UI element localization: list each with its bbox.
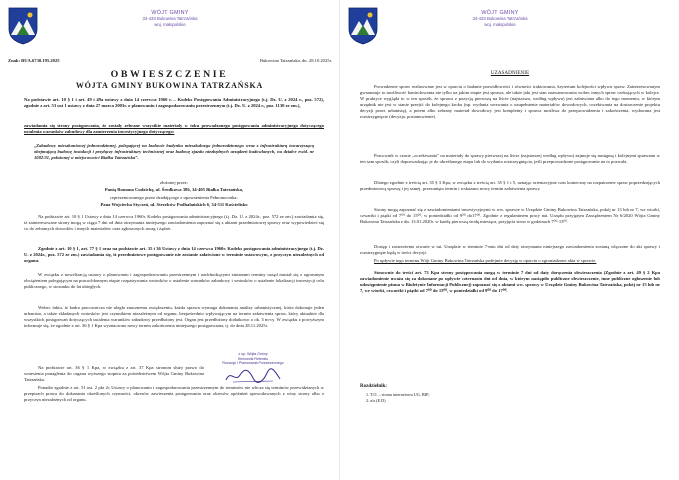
document-page-1 — [0, 0, 339, 480]
section-heading: UZASADNIENIE — [490, 70, 530, 76]
distribution-item: 1. T.O. – strona internetowa UG, BIP; — [366, 392, 430, 397]
stamp-line-3: woj. małopolskie — [484, 22, 516, 27]
signature-line-1: z up. Wójta Gminy — [238, 352, 268, 356]
stamp-line-2: 34-433 Bukowina Tatrzańska — [142, 16, 198, 21]
place-date: Bukowina Tatrzańska, dn. 28.10.2025r. — [259, 58, 332, 63]
legal-basis: Na podstawie art. 10 § 1 i art. 49 i 49a ustawy z dnia 14 czerwca 1960 r. – Kodeks Postępowania Administracyjnego (t.j. Dz. U. z 2024 r., poz. 572), zgodnie z art. 53 ust 1 ustawy z dnia 27 marca 2003r. o planowaniu i zagospodarowaniu przestrzennym (t.j. Dz. U. z 2024 r., poz. 1130 ze zm.), — [24, 97, 324, 109]
document-page-2 — [340, 0, 679, 480]
paragraph-4: Wobec faktu, iż kadra pracownicza nie uległa znacznemu zwiększeniu, każda sprawa wymaga dokonania analizy urbanistycznej, która dokonuje jeden urbanista, a także składanych wniosków jest czynnikiem niezależnym od organu, bezpośrednio wpływającym na termin załatwienia spraw, który aktualnie dla wszystkich postępowań dotyczących ustalenia warunków zabudowy przedłużony jest. Organ jest przedłożony dodatkowo o ok. 3 m-cy. W związku z powyższym informuje się, że zgodnie z art. 36 § 1 Kpa wyznaczono nowy termin zakończenia niniejszego postępowania, tj. do dnia 28.11.2025r. — [24, 305, 324, 329]
title-line-1: OBWIESZCZENIE — [110, 69, 229, 80]
document-title — [0, 69, 339, 91]
paragraph-2: Pracownik w czasie „oczekiwania” na materiały do sprawy pierwszej na liście (najstarszej według wpływu) zajmuje się następną i kolejnymi sprawami w ten sam sposób, czyli doprowadzając je do określonego etapu lub do wydania rozstrzygnięcia, jeśli przeprowadzone postępowanie na to pozwala. — [360, 153, 660, 165]
distribution-label: Rozdzielnik: — [360, 384, 387, 389]
notice-intro: zawiadamia się strony postępowania, że zostały zebrane wszystkie materiały w toku prowadzonego postępowania administracyjnego dotyczącego ustalenia warunków zabudowy dla zamierzenia inwestycyjnego dotyczącego: — [24, 123, 324, 135]
paragraph-3: W związku z nowelizacją ustawy o planowaniu i zagospodarowaniu przestrzennym i nadchodzącymi zmianami terminy urząd musiał się z ogromnym obciążeniem polegającym na pracochłonnym etapie rozpatrywania wniosków o ustalenie warunków zabudowy i wniosków o ustalenie lokalizacji inwestycji celu publicznego, w stosunku do lat ubiegłych. — [24, 272, 324, 290]
paragraph-5: Dostęp i zastrzeżenia otwarte w tut. Urzędzie w terminie 7-miu dni od daty otrzymania niniejszego zawiadomienia zostaną włączone do akt sprawy i rozstrzygnięte będą w treści decyzji. — [360, 244, 660, 256]
representative-name: Pana Wojciecha Styczeń, ul. Strzelców Podhalańskich 6, 34-511 Kościelisko — [100, 202, 248, 207]
paragraph-1: Na podstawie art. 10 § 1 Ustawy z dnia 14 czerwca 1960r. Kodeks postępowania administracyjnego (t.j. Dz. U. z 2024r., poz. 572 ze zm.) zawiadamia się, iż zainteresowane strony mogą w ciągu 7 dni od dnia otrzymania niniejszego zawiadomienia zapoznać się z aktami przedmiotowej sprawy oraz wypowiedzieć się co do zebranych dowodów i innych materiałów oraz zgłoszonych uwag i żądań. — [24, 214, 324, 232]
stamp-line-2: 34-433 Bukowina Tatrzańska — [472, 16, 528, 21]
representative-label: reprezentowanego przez działającego z upoważnienia Pełnomocnika: — [110, 195, 238, 200]
paragraph-6: Ponadto zgodnie z art. 51 ust. 2 pkt 2c Ustawy o planowaniu i zagospodarowaniu przestrzennym do terminów nie wlicza się terminów przewidzianych w przepisach prawa do dokonania określonych czynności, okresów zawieszenia postępowania oraz okresów opóźnień spowodowanych z winy strony albo z przyczyn niezależnych od organu. — [24, 385, 324, 403]
stamp-line-1: WÓJT GMINY — [481, 10, 519, 16]
paragraph-7: Stosownie do treści art. 73 Kpa strony postępowania mogą w terminie 7 dni od daty doręczenia obwieszczenia (Zgodnie z art. 49 § 2 Kpa zawiadomienie uważa się za dokonane po upływie czternastu dni od dnia, w którym nastąpiło publiczne obwieszczenie, inne publiczne ogłoszenie lub udostępnienie pisma w Biuletynie Informacji Publicznej) zapoznać się z aktami ww. sprawy w Urzędzie Gminy Bukowina Tatrzańska, pokój nr 15 lub nr 7, we wtorki, czwartki i piątki od 7⁰⁰ do 15⁰⁰, w poniedziałki od 9⁰⁰ do 17⁰⁰. — [360, 270, 660, 294]
applicant-name: Panią Romana Cudzichę, ul. Środkowa 386, 34-405 Białka Tatrzańska, — [104, 187, 244, 192]
applicant-label: złożonej przez: — [160, 180, 188, 185]
paragraph-3: Dlatego zgodnie z treścią art. 35 § 3 Kpa, w związku z treścią art. 35 § 1 i 5, uznając orientacyjnie czas konieczny na rozpatrzenie spraw poprzedzających przedmiotową sprawę i jej samej, przesunięto termin i wskazano nowy termin załatwienia sprawy. — [360, 180, 660, 192]
paragraph-4: Strony mogą zapoznać się z zawiadomieniami inwestycyjnymi w ww. sprawie w Urzędzie Gminy Bukowina Tatrzańska, pokój nr 13 lub nr 7, we wtorki, czwartki i piątki od 7⁰⁰ do 15⁰⁰, w poniedziałki od 9⁰⁰ do17⁰⁰. Zgodnie z regulaminem pracy nat. Urzędu przyjętym Zarządzeniem Nr 6/2020 Wójta Gminy Bukowina Tatrzańska z dn. 13.01.2020r. w każdą pierwszą środę miesiąca, przyjęcia stron w godzinach 7⁰⁰-13⁰⁰. — [360, 207, 660, 225]
coat-of-arms-icon — [348, 7, 378, 45]
distribution-item: 2. a/a (E.D) — [366, 398, 386, 403]
reference-number: Znak: BUA.6730.195.2025 — [8, 58, 60, 63]
stamp-line-1: WÓJT GMINY — [151, 10, 189, 16]
title-line-2: WÓJTA GMINY BUKOWINA TATRZAŃSKA — [75, 81, 264, 90]
paragraph-6: Po upływie tego terminu Wójt Gminy Bukowina Tatrzańska podejmie decyzję w oparciu o zgromadzone akta w sprawie. — [374, 258, 597, 263]
signature-block — [208, 352, 298, 400]
office-stamp — [450, 10, 550, 38]
signature-line-2: Kierownik Referatu — [237, 356, 269, 361]
coat-of-arms-icon — [8, 7, 38, 45]
handwritten-signature-icon — [223, 367, 283, 385]
paragraph-1: Prowadzenie spraw realizowane jest w oparciu o badanie prawidłowości i równości traktowania, kryterium kolejności wpływu spraw. Zainteresowanym gwarantuje to możliwość kontrolowania nie tylko na jakim etapie jest sprawa, ale także jaki jest stan zaawansowania wobec innych spraw czekających w kolejce. W praktyce wygląda to w ten sposób, że sprawa z pozycją pierwszą na liście (najstarsza, według wpływu) jest załatwiana albo do tego momentu, w którym urzędnik nie jest w stanie przejść do kolejnego kroku (np. wydania wezwania o uzupełnienie materiałów dowodowych, oczekiwania na dostarczenie projektu decyzji przez urbanistę), a potem albo zebrany materiał dowodowy jest kompletny i sprawa możliwa do przeprowadzenia i zakończenia, wydawana jest rozstrzygnięcie (decyzja, postanowienie). — [360, 84, 660, 120]
paragraph-5: Na podstawie art. 36 § 1 Kpa, w związku z art. 37 Kpa stronom służy prawo do wniesienia ponaglenia do organu wyższego stopnia za pośrednictwem Wójta Gminy Bukowina Tatrzańska. — [24, 365, 204, 383]
paragraph-2: Zgodnie z art. 10 § 1, art. 77 § 1 oraz na podstawie art. 35 i 36 Ustawy z dnia 14 czerwca 1960r. Kodeks postępowania administracyjnego (t.j. Dz. U. z 2024r., poz. 572 ze zm.) zawiadamia się, iż przedmiotowe postępowanie nie zostanie załatwione w terminie ustawowym, z przyczyn niezależnych od organu. — [24, 246, 324, 264]
project-description: „Zabudowy mieszkaniowej jednorodzinnej, polegającej na budowie budynku mieszkalnego jednorodzinnego wraz z infrastrukturą towarzyszącą obejmującą budowę instalacji i przyłączy infrastruktury technicznej oraz budowę zjazdu niezbędnych urządzeń budowlanych, na działce ewid. nr 1082/31, położonej w miejscowości Białka Tatrzańska”. — [34, 143, 314, 161]
stamp-line-3: woj. małopolskie — [154, 22, 186, 27]
office-stamp — [120, 10, 220, 38]
signature-line-3: Rozwoju i Planowania Przestrzennego — [222, 361, 284, 366]
